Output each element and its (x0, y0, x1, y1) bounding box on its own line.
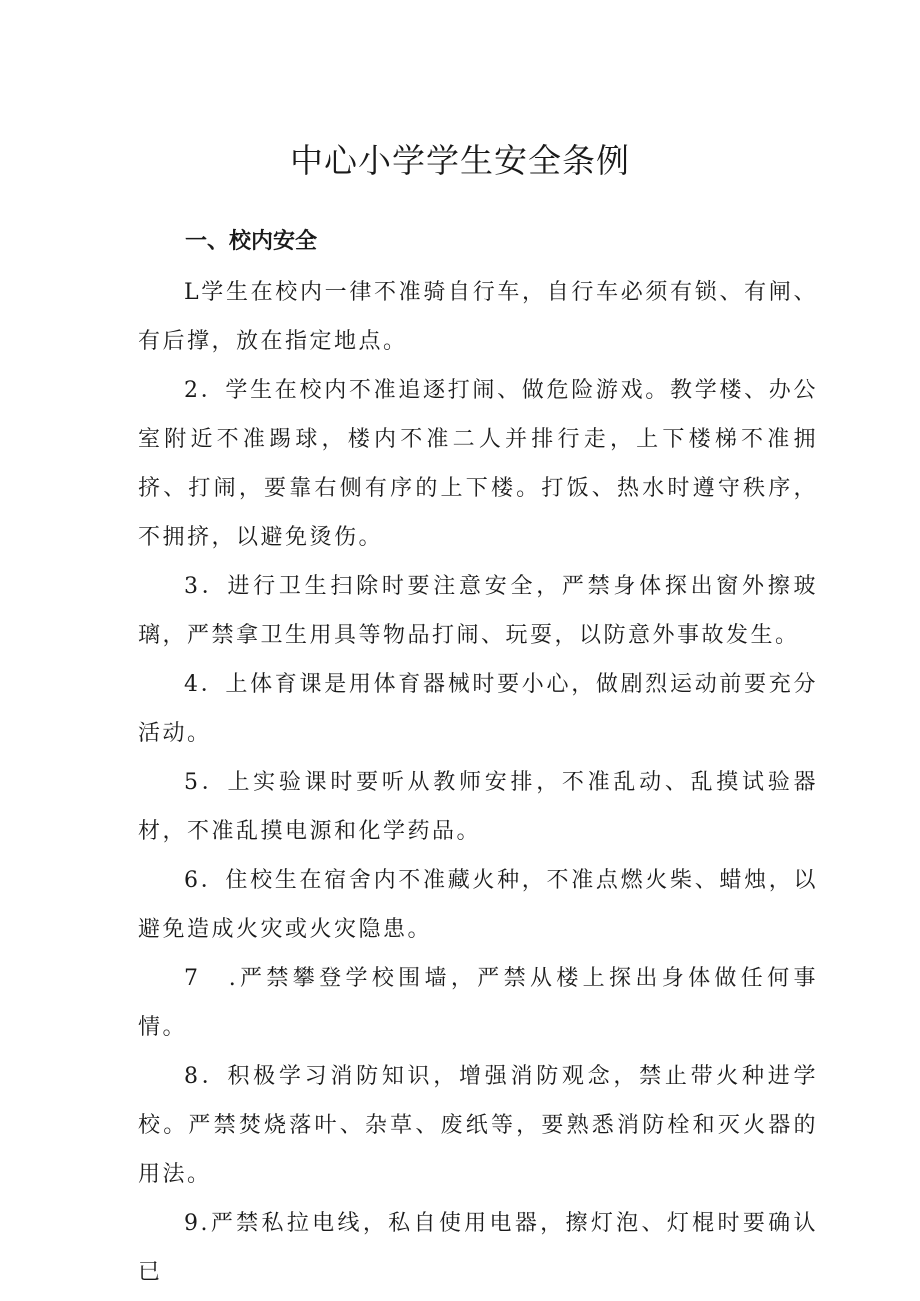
rule-paragraph-1: L学生在校内一律不准骑自行车，自行车必须有锁、有闸、有后撑，放在指定地点。 (138, 280, 818, 354)
document-title: 中心小学学生安全条例 (290, 141, 630, 180)
rule-paragraph-8: 8．积极学习消防知识，增强消防观念，禁止带火种进学校。严禁焚烧落叶、杂草、废纸等，要熟悉消防栓和灭火器的用法。 (138, 1064, 818, 1187)
rule-paragraph-2: 2．学生在校内不准追逐打闹、做危险游戏。教学楼、办公室附近不准踢球，楼内不准二人并排行走，上下楼梯不准拥挤、打闹，要靠右侧有序的上下楼。打饭、热水时遵守秩序，不拥挤，以避免烫伤。 (138, 378, 818, 550)
rule-paragraph-6: 6．住校生在宿舍内不准藏火种，不准点燃火柴、蜡烛，以避免造成火灾或火灾隐患。 (138, 868, 818, 942)
rule-paragraph-3: 3．进行卫生扫除时要注意安全，严禁身体探出窗外擦玻璃，严禁拿卫生用具等物品打闹、玩耍，以防意外事故发生。 (138, 574, 818, 648)
rule-paragraph-5: 5．上实验课时要听从教师安排，不准乱动、乱摸试验器材，不准乱摸电源和化学药品。 (138, 770, 818, 844)
section-body (138, 268, 818, 1297)
rule-paragraph-7: 7 .严禁攀登学校围墙，严禁从楼上探出身体做任何事情。 (138, 966, 818, 1040)
section-heading: 一、校内安全 (185, 229, 318, 254)
rule-paragraph-4: 4．上体育课是用体育器械时要小心，做剧烈运动前要充分活动。 (138, 672, 818, 746)
rule-paragraph-9: 9.严禁私拉电线，私自使用电器，擦灯泡、灯棍时要确认已 (138, 1211, 818, 1285)
